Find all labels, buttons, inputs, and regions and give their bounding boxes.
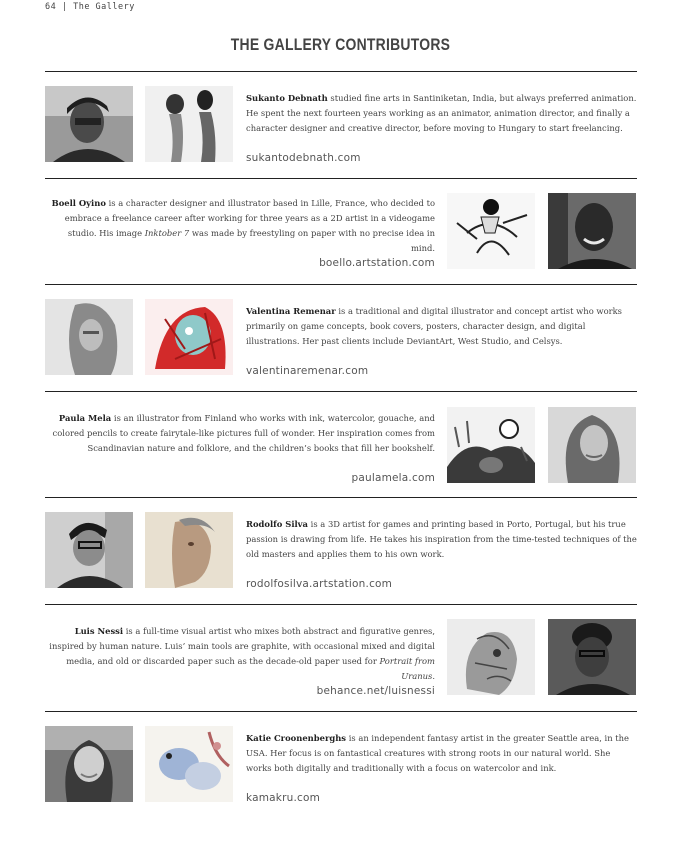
bio-boell-oyino: Boell Oyino is a character designer and illustrator based in Lille, France, who decided to embrace a freelance career after working for three years as a 2D artist in a videogame studio. His image Inktober 7 was made by freestyling on paper with no precise idea in mind.: [51, 198, 435, 253]
artwork-paula-mela: [447, 407, 535, 483]
page-title: THE GALLERY CONTRIBUTORS: [230, 35, 451, 54]
artwork-luis-nessi: [447, 619, 535, 695]
portrait-luis-nessi: [548, 619, 636, 695]
divider: [45, 497, 637, 498]
bio-sukanto-debnath: Sukanto Debnath studied fine arts in Santiniketan, India, but always preferred animation. He spent the next fourteen years working as an animator, animation director, and finally a character designer and creative director, before moving to Hungary to start freelancing.: [246, 93, 637, 133]
url-sukanto-debnath[interactable]: sukantodebnath.com: [246, 152, 361, 164]
divider: [45, 711, 637, 712]
url-luis-nessi[interactable]: behance.net/luisnessi: [316, 685, 435, 697]
artwork-sukanto-debnath: [145, 86, 233, 162]
url-boell-oyino[interactable]: boello.artstation.com: [319, 257, 435, 269]
portrait-valentina-remenar: [45, 299, 133, 375]
artwork-rodolfo-silva: [145, 512, 233, 588]
divider: [45, 284, 637, 285]
bio-katie-croonenberghs: Katie Croonenberghs is an independent fantasy artist in the greater Seattle area, in the USA. Her focus is on fantastical creatures with strong roots in our natural world. She works both digitally and traditionally with a focus on watercolor and ink.: [246, 733, 629, 773]
divider: [45, 391, 637, 392]
bio-luis-nessi: Luis Nessi is a full-time visual artist who mixes both abstract and figurative genres, inspired by human nature. Luis’ main tools are graphite, with occasional mixed and digital media, and old or discarded paper such as the decade-old paper used for Portrait from Uranus.: [49, 626, 435, 681]
portrait-rodolfo-silva: [45, 512, 133, 588]
portrait-katie-croonenberghs: [45, 726, 133, 802]
divider: [45, 604, 637, 605]
portrait-boell-oyino: [548, 193, 636, 269]
page-folio: 64 | The Gallery: [45, 2, 135, 12]
portrait-paula-mela: [548, 407, 636, 483]
bio-rodolfo-silva: Rodolfo Silva is a 3D artist for games and printing based in Porto, Portugal, but his true passion is drawing from life. He takes his inspiration from the time-tested techniques of the old masters and applies them to his own work.: [246, 519, 637, 559]
divider: [45, 178, 637, 179]
portrait-sukanto-debnath: [45, 86, 133, 162]
url-paula-mela[interactable]: paulamela.com: [351, 472, 435, 484]
artwork-katie-croonenberghs: [145, 726, 233, 802]
artwork-boell-oyino: [447, 193, 535, 269]
url-rodolfo-silva[interactable]: rodolfosilva.artstation.com: [246, 578, 393, 590]
url-katie-croonenberghs[interactable]: kamakru.com: [246, 792, 321, 804]
bio-valentina-remenar: Valentina Remenar is a traditional and digital illustrator and concept artist who works primarily on game concepts, book covers, posters, character design, and digital illustrations. Her past clients include DeviantArt, West Studio, and Celsys.: [246, 306, 622, 346]
divider: [45, 71, 637, 72]
bio-paula-mela: Paula Mela is an illustrator from Finland who works with ink, watercolor, gouache, and colored pencils to create fairytale-like pictures full of wonder. Her inspiration comes from Scandinavian nature and folklore, and the children’s books that fill her bookshelf.: [52, 413, 435, 453]
artwork-valentina-remenar: [145, 299, 233, 375]
url-valentina-remenar[interactable]: valentinaremenar.com: [246, 365, 369, 377]
